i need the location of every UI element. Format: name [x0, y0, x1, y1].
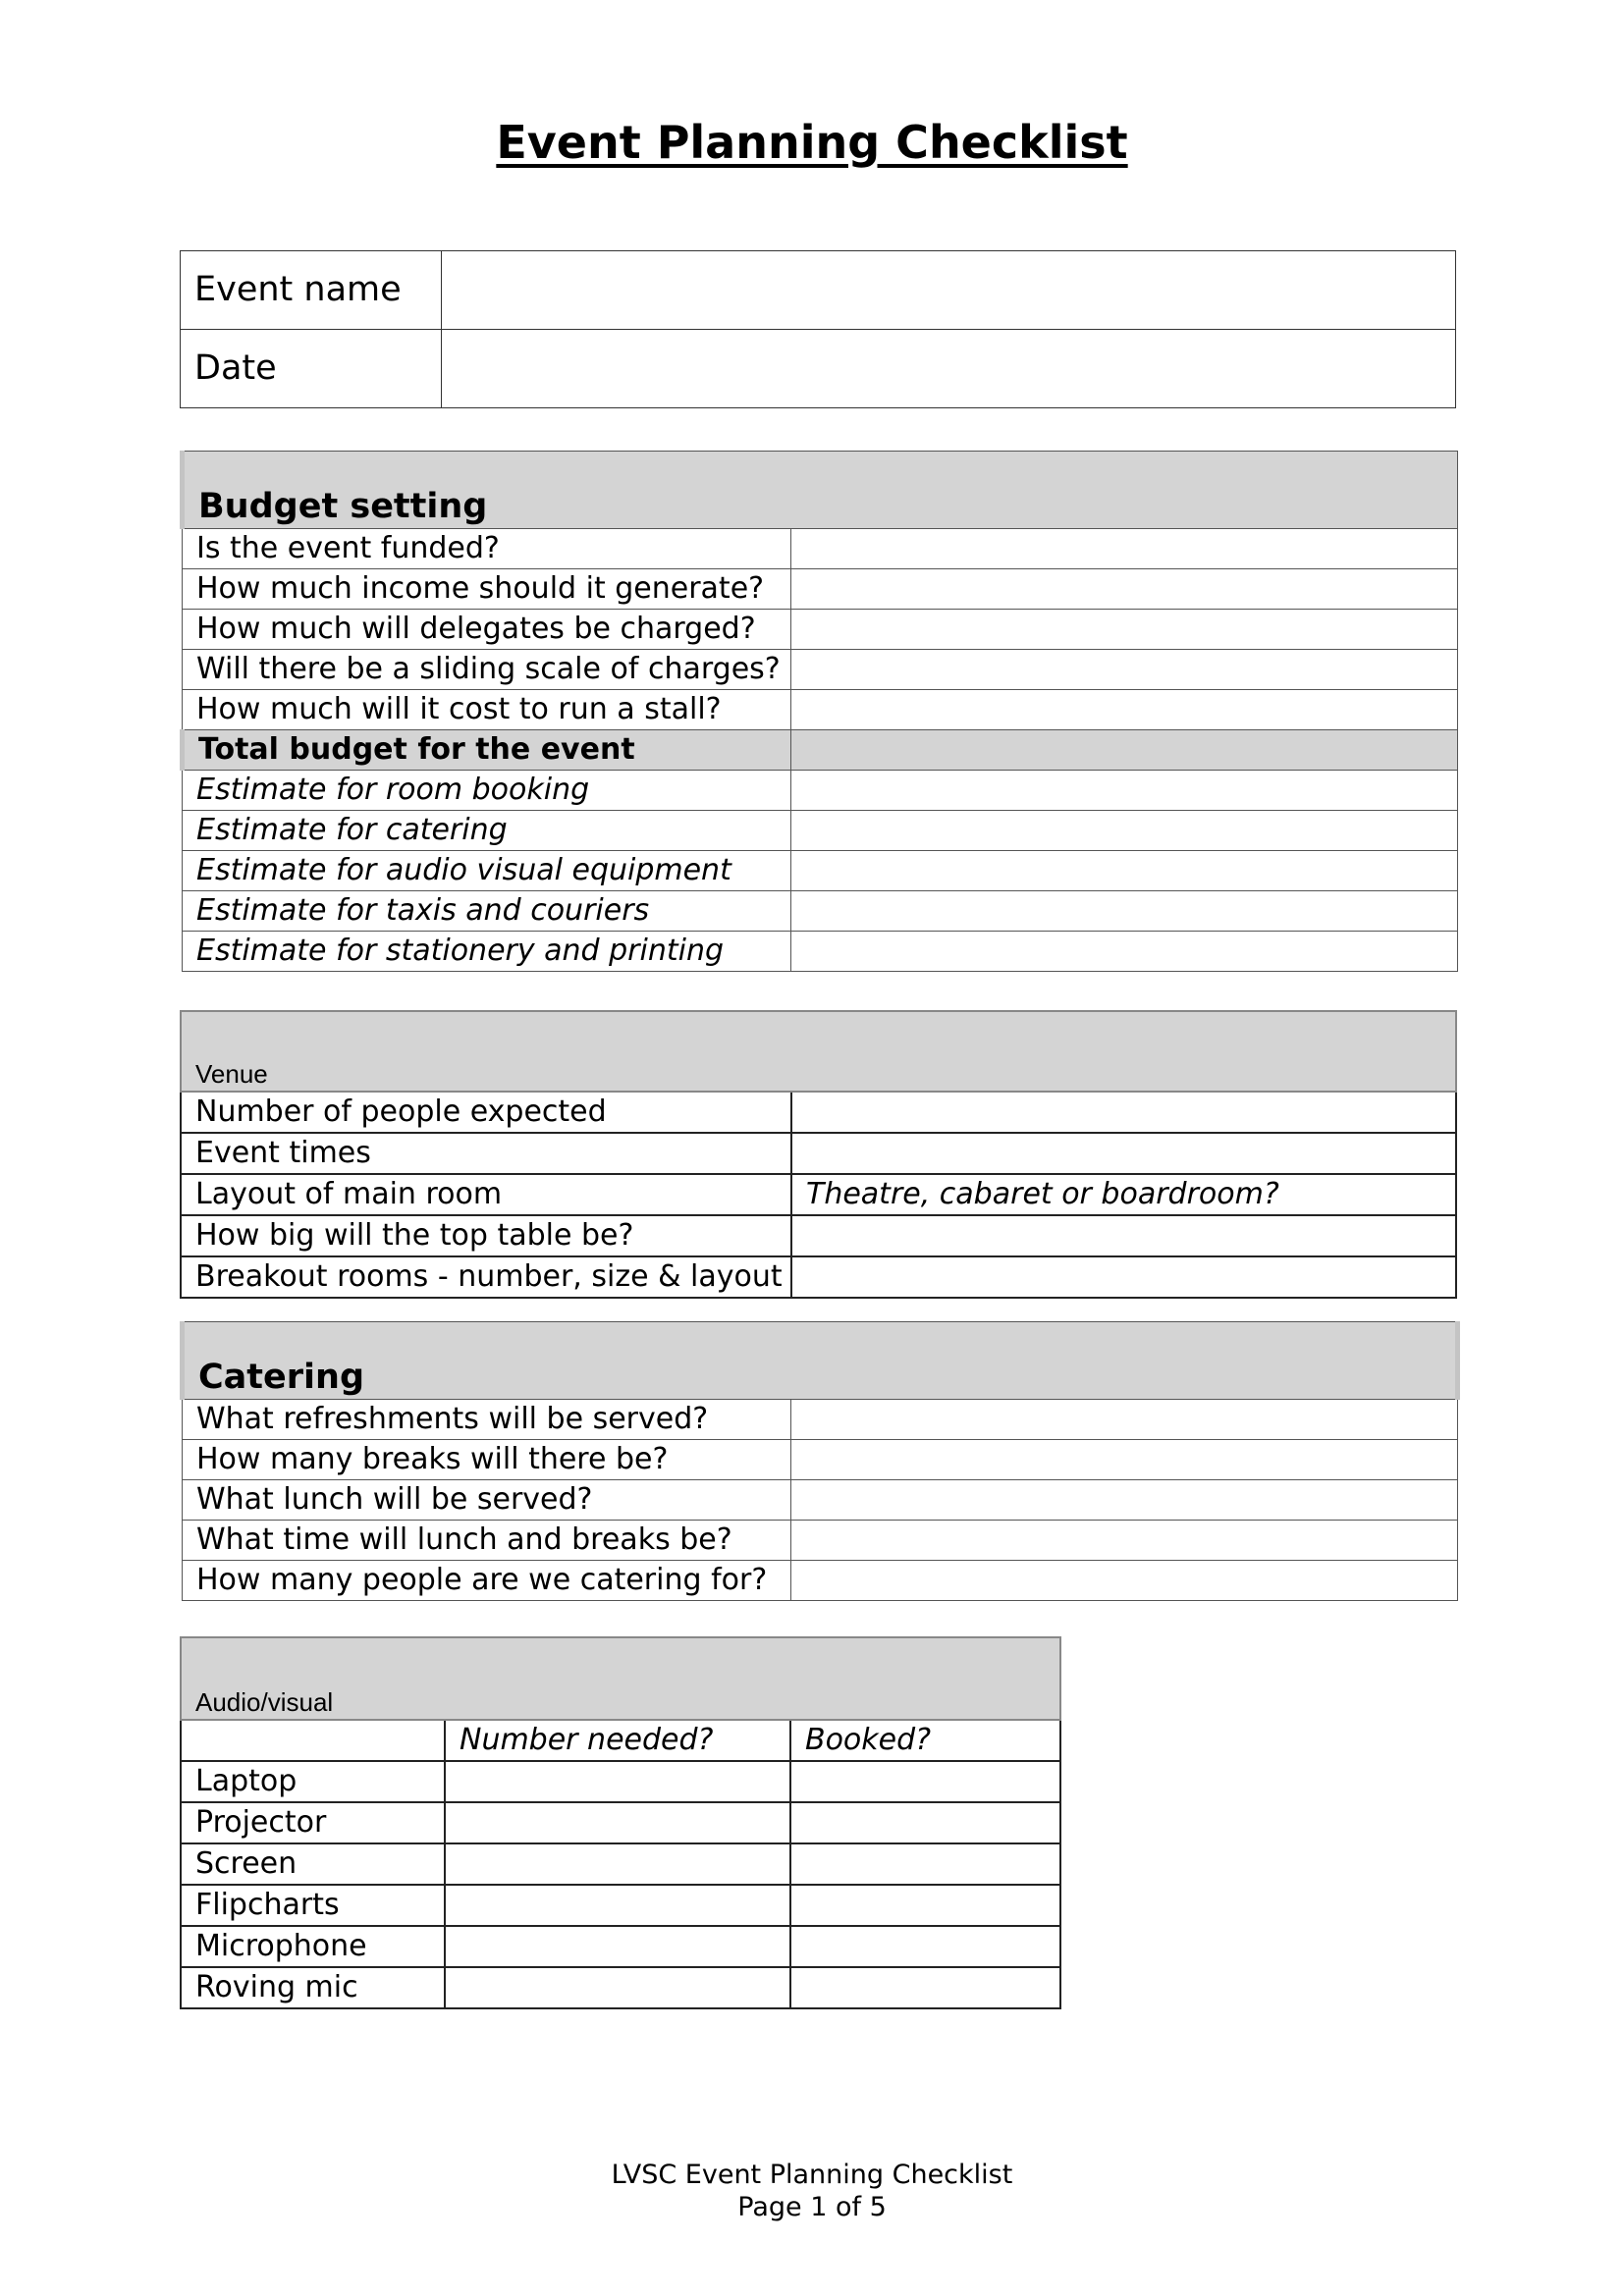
av-item-label: Microphone — [181, 1926, 445, 1967]
number-needed-field[interactable] — [445, 1802, 790, 1843]
estimate-label: Estimate for audio visual equipment — [183, 851, 791, 891]
number-needed-column-header: Number needed? — [445, 1720, 790, 1761]
catering-question: How many breaks will there be? — [183, 1440, 791, 1480]
table-row — [181, 1092, 1456, 1133]
catering-question: What lunch will be served? — [183, 1480, 791, 1521]
booked-field[interactable] — [790, 1802, 1060, 1843]
estimate-field[interactable] — [791, 811, 1458, 851]
estimate-label: Estimate for stationery and printing — [183, 932, 791, 972]
audio-visual-table — [180, 1636, 1061, 2009]
booked-column-header: Booked? — [790, 1720, 1060, 1761]
booked-field[interactable] — [790, 1761, 1060, 1802]
estimate-label: Estimate for room booking — [183, 771, 791, 811]
total-budget-label: Total budget for the event — [183, 730, 791, 771]
table-row — [183, 811, 1458, 851]
date-label: Date — [181, 330, 442, 408]
venue-answer-field[interactable] — [791, 1092, 1456, 1133]
venue-answer-field[interactable] — [791, 1256, 1456, 1298]
av-item-label: Screen — [181, 1843, 445, 1885]
venue-answer-field[interactable] — [791, 1215, 1456, 1256]
budget-heading: Budget setting — [183, 452, 1458, 529]
table-row — [183, 1400, 1458, 1440]
venue-heading-row — [181, 1011, 1456, 1092]
estimate-field[interactable] — [791, 771, 1458, 811]
av-item-label: Projector — [181, 1802, 445, 1843]
catering-answer-field[interactable] — [791, 1400, 1458, 1440]
av-item-column-header — [181, 1720, 445, 1761]
number-needed-field[interactable] — [445, 1761, 790, 1802]
budget-question: How much income should it generate? — [183, 569, 791, 610]
budget-table — [180, 451, 1458, 972]
venue-table — [180, 1010, 1457, 1299]
event-info-table — [180, 250, 1456, 408]
catering-answer-field[interactable] — [791, 1440, 1458, 1480]
page-title: Event Planning Checklist — [496, 116, 1128, 169]
event-name-row — [181, 251, 1456, 330]
table-row — [181, 1885, 1060, 1926]
venue-question: Event times — [181, 1133, 791, 1174]
footer-page-number: Page 1 of 5 — [737, 2192, 887, 2222]
budget-question: How much will it cost to run a stall? — [183, 690, 791, 730]
event-name-label: Event name — [181, 251, 442, 330]
table-row — [181, 1802, 1060, 1843]
av-item-label: Flipcharts — [181, 1885, 445, 1926]
number-needed-field[interactable] — [445, 1926, 790, 1967]
table-row — [181, 1256, 1456, 1298]
catering-answer-field[interactable] — [791, 1521, 1458, 1561]
footer-document-name: LVSC Event Planning Checklist — [611, 2160, 1013, 2190]
av-column-header-row — [181, 1720, 1060, 1761]
budget-answer-field[interactable] — [791, 690, 1458, 730]
venue-question: Number of people expected — [181, 1092, 791, 1133]
table-row — [183, 650, 1458, 690]
table-row — [183, 610, 1458, 650]
booked-field[interactable] — [790, 1885, 1060, 1926]
estimate-field[interactable] — [791, 891, 1458, 932]
venue-heading: Venue — [181, 1011, 1456, 1092]
table-row — [183, 932, 1458, 972]
table-row — [183, 1521, 1458, 1561]
table-row — [183, 1480, 1458, 1521]
catering-question: What time will lunch and breaks be? — [183, 1521, 791, 1561]
table-row — [181, 1967, 1060, 2008]
table-row — [181, 1843, 1060, 1885]
budget-question: How much will delegates be charged? — [183, 610, 791, 650]
date-field[interactable] — [442, 330, 1456, 408]
budget-heading-row — [183, 452, 1458, 529]
catering-question: What refreshments will be served? — [183, 1400, 791, 1440]
catering-heading: Catering — [183, 1322, 1458, 1400]
number-needed-field[interactable] — [445, 1885, 790, 1926]
event-name-field[interactable] — [442, 251, 1456, 330]
budget-answer-field[interactable] — [791, 529, 1458, 569]
venue-question: Breakout rooms - number, size & layout — [181, 1256, 791, 1298]
table-row — [183, 529, 1458, 569]
table-row — [183, 771, 1458, 811]
table-row — [183, 1440, 1458, 1480]
av-heading: Audio/visual — [181, 1637, 1060, 1720]
table-row — [183, 690, 1458, 730]
catering-answer-field[interactable] — [791, 1561, 1458, 1601]
budget-question: Will there be a sliding scale of charges? — [183, 650, 791, 690]
venue-question: Layout of main room — [181, 1174, 791, 1215]
booked-field[interactable] — [790, 1843, 1060, 1885]
venue-answer-field[interactable] — [791, 1133, 1456, 1174]
catering-question: How many people are we catering for? — [183, 1561, 791, 1601]
estimate-field[interactable] — [791, 851, 1458, 891]
catering-answer-field[interactable] — [791, 1480, 1458, 1521]
budget-question: Is the event funded? — [183, 529, 791, 569]
table-row — [183, 569, 1458, 610]
av-item-label: Roving mic — [181, 1967, 445, 2008]
table-row — [181, 1215, 1456, 1256]
table-row — [183, 891, 1458, 932]
table-row — [183, 851, 1458, 891]
catering-heading-row — [183, 1322, 1458, 1400]
estimate-label: Estimate for catering — [183, 811, 791, 851]
table-row — [183, 1561, 1458, 1601]
booked-field[interactable] — [790, 1967, 1060, 2008]
venue-question: How big will the top table be? — [181, 1215, 791, 1256]
table-row — [181, 1133, 1456, 1174]
number-needed-field[interactable] — [445, 1843, 790, 1885]
budget-answer-field[interactable] — [791, 569, 1458, 610]
catering-table — [180, 1321, 1460, 1601]
budget-answer-field[interactable] — [791, 610, 1458, 650]
table-row — [181, 1761, 1060, 1802]
venue-answer-field[interactable]: Theatre, cabaret or boardroom? — [791, 1174, 1456, 1215]
av-heading-row — [181, 1637, 1060, 1720]
estimate-field[interactable] — [791, 932, 1458, 972]
date-row — [181, 330, 1456, 408]
total-budget-row — [183, 730, 1458, 771]
av-item-label: Laptop — [181, 1761, 445, 1802]
table-row — [181, 1174, 1456, 1215]
estimate-label: Estimate for taxis and couriers — [183, 891, 791, 932]
table-row — [181, 1926, 1060, 1967]
booked-field[interactable] — [790, 1926, 1060, 1967]
number-needed-field[interactable] — [445, 1967, 790, 2008]
total-budget-field[interactable] — [791, 730, 1458, 771]
budget-answer-field[interactable] — [791, 650, 1458, 690]
